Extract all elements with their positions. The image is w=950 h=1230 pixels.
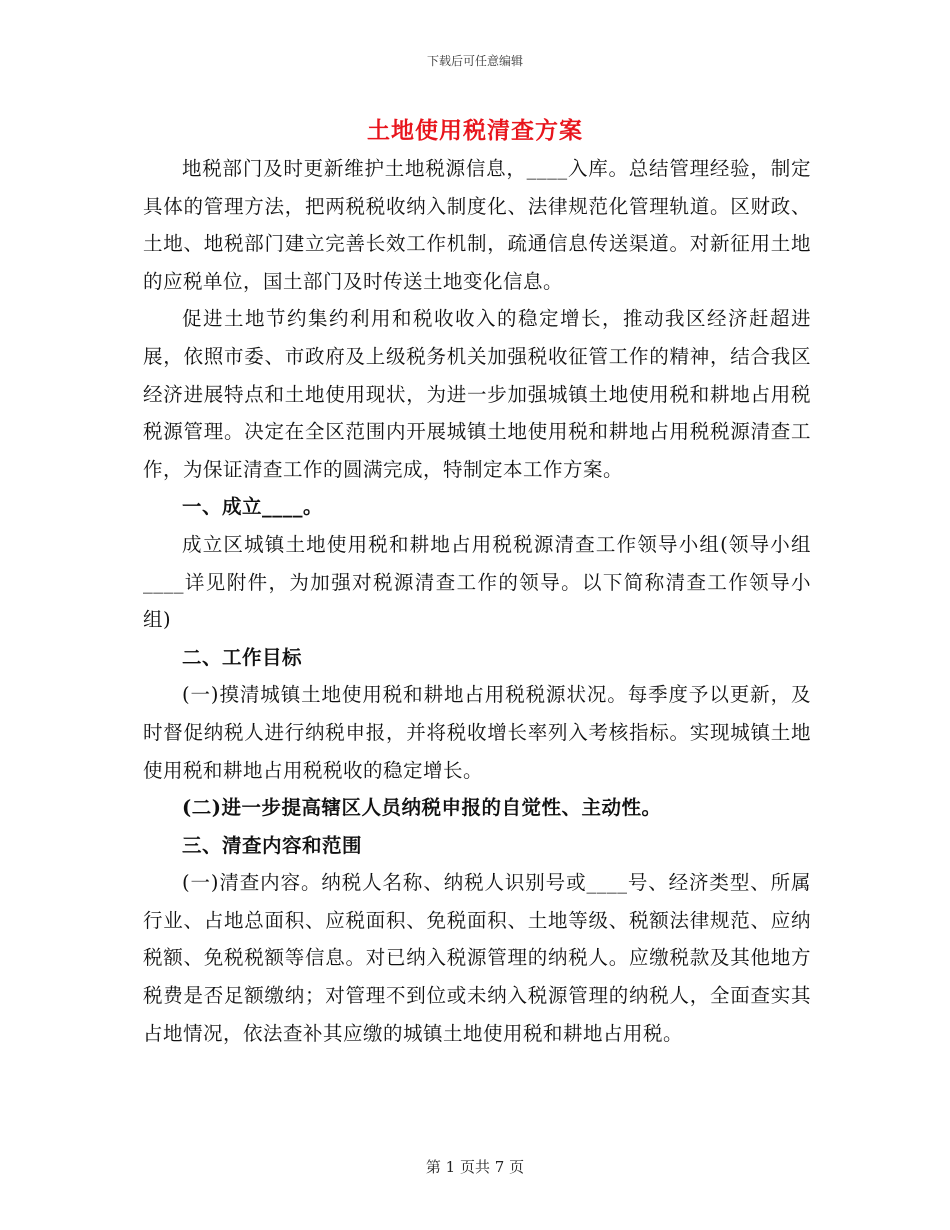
subsection-heading: (二)进一步提高辖区人员纳税申报的自觉性、主动性。 [182,796,662,820]
document-title: 土地使用税清查方案 [367,117,583,144]
paragraph-2: 促进土地节约集约利用和税收收入的稳定增长，推动我区经济赶超进展，依照市委、市政府及上级税务机关加强税收征管工作的精神，结合我区经济进展特点和土地使用现状，为进一步加强城镇土地使用税和耕地占用税税源管理。决定在全区范围内开展城镇土地使用税和耕地占用税税源清查工作，为保证清查工作的圆满完成，特制定本工作方案。 [143,307,811,481]
document-body [143,150,811,1052]
paragraph-5: (一)清查内容。纳税人名称、纳税人识别号或____号、经济类型、所属行业、占地总面积、应税面积、免税面积、土地等级、税额法律规范、应纳税额、免税税额等信息。对已纳入税源管理的纳税人。应缴税款及其他地方税费是否足额缴纳；对管理不到位或未纳入税源管理的纳税人，全面查实其占地情况，依法查补其应缴的城镇土地使用税和耕地占用税。 [143,871,811,1045]
paragraph-1: 地税部门及时更新维护土地税源信息，____入库。总结管理经验，制定具体的管理方法，把两税税收纳入制度化、法律规范化管理轨道。区财政、土地、地税部门建立完善长效工作机制，疏通信息传送渠道。对新征用土地的应税单位，国土部门及时传送土地变化信息。 [143,157,811,293]
section-heading-2: 二、工作目标 [182,645,303,669]
page-header-note: 下载后可任意编辑 [426,54,523,68]
section-heading-3: 三、清查内容和范围 [182,833,363,857]
section-heading-1: 一、成立____。 [182,495,324,519]
page-footer: 第 1 页共 7 页 [425,1158,525,1176]
paragraph-3: 成立区城镇土地使用税和耕地占用税税源清查工作领导小组(领导小组____详见附件，为加强对税源清查工作的领导。以下简称清查工作领导小组) [143,532,811,632]
paragraph-4: (一)摸清城镇土地使用税和耕地占用税税源状况。每季度予以更新，及时督促纳税人进行纳税申报，并将税收增长率列入考核指标。实现城镇土地使用税和耕地占用税税收的稳定增长。 [143,683,811,782]
